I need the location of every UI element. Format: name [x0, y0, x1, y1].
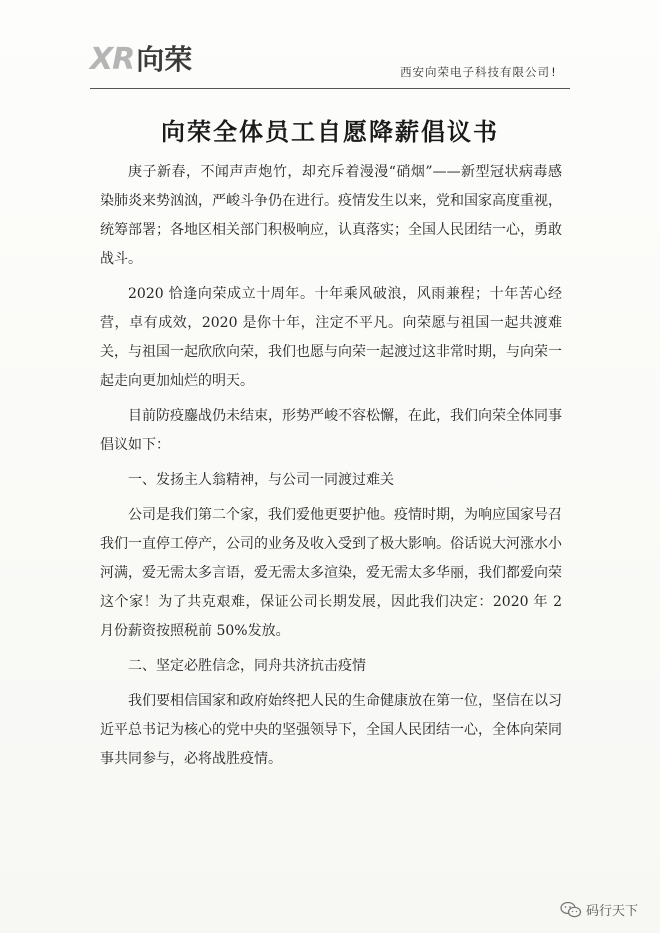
document-title: 向荣全体员工自愿降薪倡议书	[161, 117, 499, 146]
letterhead	[90, 40, 570, 92]
document-body	[100, 158, 562, 780]
company-name: 西安向荣电子科技有限公司!	[400, 65, 558, 79]
logo-mark: XR	[90, 42, 135, 77]
paragraph: 目前防疫鏖战仍未结束，形势严峻不容松懈，在此，我们向荣全体同事倡议如下：	[100, 408, 562, 453]
watermark-text: 码行天下	[585, 904, 638, 919]
logo-text: 向荣	[136, 43, 193, 76]
paragraph: 2020 恰逢向荣成立十周年。十年乘风破浪，风雨兼程；十年苦心经营，卓有成效，2020 是你十年，注定不平凡。向荣愿与祖国一起共渡难关，与祖国一起欣欣向荣，我们也愿与向荣一起渡过这非常时期，与向荣一起走向更加灿烂的明天。	[100, 286, 562, 389]
wechat-icon	[560, 901, 582, 919]
watermark	[560, 900, 638, 919]
section-heading: 一、发扬主人翁精神，与公司一同渡过难关	[128, 472, 394, 488]
company-logo	[90, 40, 192, 80]
paragraph: 公司是我们第二个家，我们爱他更要护他。疫情时期，为响应国家号召我们一直停工停产，公司的业务及收入受到了极大影响。俗话说大河涨水小河满，爱无需太多言语，爱无需太多渲染，爱无需太多华丽，我们都爱向荣这个家！为了共克艰难，保证公司长期发展，因此我们决定：2020 年 2 月份薪资按照税前 50%发放。	[100, 507, 562, 639]
section-heading: 二、坚定必胜信念，同舟共济抗击疫情	[128, 658, 366, 674]
paragraph: 庚子新春，不闻声声炮竹，却充斥着漫漫“硝烟”——新型冠状病毒感染肺炎来势汹汹，严峻斗争仍在进行。疫情发生以来，党和国家高度重视，统筹部署；各地区相关部门积极响应，认真落实；全国人民团结一心，勇敢战斗。	[100, 164, 562, 267]
paragraph: 我们要相信国家和政府始终把人民的生命健康放在第一位，坚信在以习近平总书记为核心的党中央的坚强领导下，全国人民团结一心，全体向荣同事共同参与，必将战胜疫情。	[100, 693, 562, 767]
header-divider	[90, 88, 570, 89]
